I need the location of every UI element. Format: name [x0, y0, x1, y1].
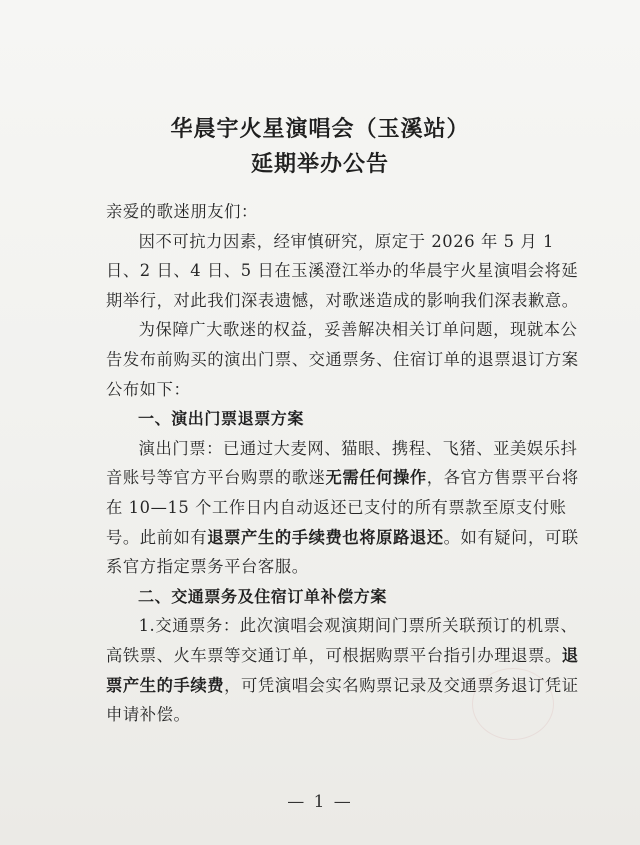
text-segment: 1.交通票务：此次演唱会观演期间门票所关联预订的机票、高铁票、火车票等交通订单，可根据购票平台指引办理退票。 [106, 616, 578, 665]
page-number: — 1 — [287, 792, 353, 812]
section-heading-ticket-refund: 一、演出门票退票方案 [138, 409, 305, 429]
text-segment: ，各官方售票平台将在 10—15 个工作日内自动返还已支付的所有票款至原支付账号。此前如有 [106, 468, 579, 547]
greeting: 亲爱的歌迷朋友们： [106, 202, 258, 221]
text-segment: 演出门票：已通过大麦网、猫眼、携程、飞猪、亚美娱乐抖音账号等官方平台购票的歌迷 [106, 438, 578, 488]
emphasis-no-action: 无需任何操作 [325, 468, 427, 488]
faint-seal-mark [472, 668, 554, 740]
document-body [106, 197, 586, 730]
text-segment: 。如有疑问，可联系官方指定票务平台客服。 [106, 527, 579, 577]
paragraph-refund-intro: 为保障广大歌迷的权益，妥善解决相关订单问题，现就本公告发布前购买的演出门票、交通票务、住宿订单的退票退订方案公布如下： [106, 320, 579, 399]
document-subtitle: 延期举办公告 [250, 152, 389, 177]
emphasis-fee-refund: 退票产生的手续费也将原路退还 [207, 527, 444, 547]
paragraph-postponement: 因不可抗力因素，经审慎研究，原定于 2026 年 5 月 1 日、2 日、4 日、5 日在玉溪澄江举办的华晨宇火星演唱会将延期举行，对此我们深表遗憾，对歌迷造成的影响我们深表歉意。 [106, 231, 579, 310]
document-title: 华晨宇火星演唱会（玉溪站） [170, 117, 470, 142]
emphasis-refund-fee: 退票产生的手续费 [106, 645, 579, 695]
text-segment: ，可凭演唱会实名购票记录及交通票务退订凭证申请补偿。 [106, 675, 579, 725]
paragraph-ticket-refund [106, 434, 586, 582]
section-heading-transport-lodging: 二、交通票务及住宿订单补偿方案 [138, 586, 388, 606]
